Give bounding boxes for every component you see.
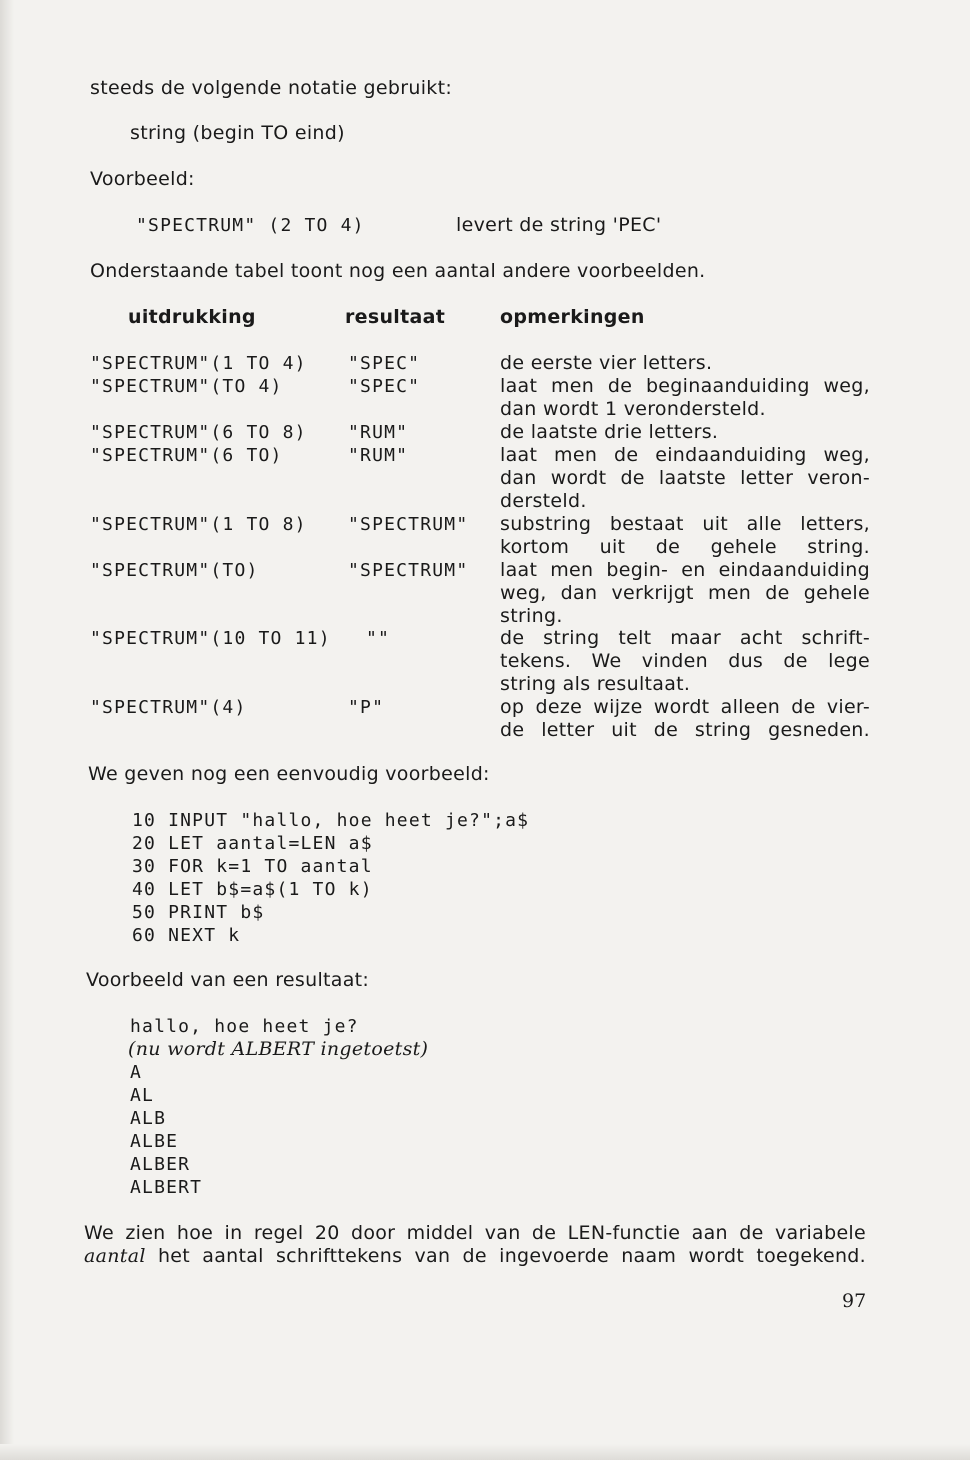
row-expr: "SPECTRUM"(1 TO 8) — [90, 514, 307, 535]
output-prompt: hallo, hoe heet je? — [130, 1016, 359, 1037]
example-result: levert de string 'PEC' — [456, 214, 662, 236]
output-line: ALBER — [130, 1154, 191, 1175]
page-edge-bottom — [0, 1444, 970, 1460]
row-expr: "SPECTRUM"(TO 4) — [90, 376, 283, 397]
remark-line: string. — [500, 605, 563, 627]
page-edge-left — [0, 0, 14, 1460]
intro-line: steeds de volgende notatie gebruikt: — [90, 77, 453, 99]
closing-line-2 — [84, 1245, 866, 1268]
header-resultaat: resultaat — [345, 306, 446, 328]
closing-italic-word: aantal — [84, 1245, 146, 1267]
remark-line: de string telt maar acht schrift- — [500, 627, 870, 649]
remark-line: kortom uit de gehele string. — [500, 536, 870, 558]
output-note: (nu wordt ALBERT ingetoetst) — [128, 1038, 429, 1060]
row-expr: "SPECTRUM"(6 TO) — [90, 445, 283, 466]
header-opmerkingen: opmerkingen — [500, 306, 645, 328]
row-result: "RUM" — [348, 445, 409, 466]
remark-line: dersteld. — [500, 490, 587, 512]
output-line: AL — [130, 1085, 155, 1106]
result-intro: Voorbeeld van een resultaat: — [86, 969, 370, 991]
header-uitdrukking: uitdrukking — [128, 306, 256, 328]
remark-line: de eerste vier letters. — [500, 352, 713, 374]
row-remarks — [500, 513, 870, 559]
row-remarks — [500, 627, 870, 696]
example-code: "SPECTRUM" (2 TO 4) — [136, 215, 365, 236]
notation: string (begin TO eind) — [130, 122, 345, 144]
row-expr: "SPECTRUM"(10 TO 11) — [90, 628, 331, 649]
program-line: 40 LET b$=a$(1 TO k) — [132, 879, 373, 900]
row-remarks — [500, 352, 870, 375]
row-remarks — [500, 559, 870, 628]
closing-line-1: We zien hoe in regel 20 door middel van de LEN-functie aan de variabele — [84, 1222, 866, 1244]
remark-line: substring bestaat uit alle letters, — [500, 513, 870, 535]
row-result: "" — [366, 628, 391, 649]
row-result: "SPECTRUM" — [348, 514, 469, 535]
row-remarks — [500, 696, 870, 742]
row-result: "RUM" — [348, 422, 409, 443]
remark-line: laat men de eindaanduiding weg, — [500, 444, 870, 466]
program-line: 50 PRINT b$ — [132, 902, 265, 923]
row-expr: "SPECTRUM"(6 TO 8) — [90, 422, 307, 443]
row-expr: "SPECTRUM"(1 TO 4) — [90, 353, 307, 374]
output-line: ALB — [130, 1108, 167, 1129]
remark-line: laat men de beginaanduiding weg, — [500, 375, 870, 397]
remark-line: weg, dan verkrijgt men de gehele — [500, 582, 870, 604]
table-intro: Onderstaande tabel toont nog een aantal andere voorbeelden. — [90, 260, 706, 282]
program-line: 30 FOR k=1 TO aantal — [132, 856, 373, 877]
program-line: 10 INPUT "hallo, hoe heet je?";a$ — [132, 810, 530, 831]
closing-rest: het aantal schrifttekens van de ingevoerde naam wordt toegekend. — [145, 1245, 866, 1267]
row-expr: "SPECTRUM"(TO) — [90, 560, 259, 581]
row-remarks — [500, 444, 870, 513]
page-number: 97 — [842, 1290, 867, 1312]
row-result: "SPECTRUM" — [348, 560, 469, 581]
row-result: "P" — [348, 697, 385, 718]
remark-line: tekens. We vinden dus de lege — [500, 650, 870, 672]
row-result: "SPEC" — [348, 376, 421, 397]
remark-line: dan wordt de laatste letter veron- — [500, 467, 870, 489]
row-result: "SPEC" — [348, 353, 421, 374]
output-line: ALBE — [130, 1131, 179, 1152]
remark-line: de letter uit de string gesneden. — [500, 719, 870, 741]
program-intro: We geven nog een eenvoudig voorbeeld: — [88, 763, 490, 785]
row-expr: "SPECTRUM"(4) — [90, 697, 247, 718]
remark-line: de laatste drie letters. — [500, 421, 719, 443]
row-remarks — [500, 375, 870, 421]
remark-line: op deze wijze wordt alleen de vier- — [500, 696, 870, 718]
output-line: ALBERT — [130, 1177, 203, 1198]
row-remarks — [500, 421, 870, 444]
remark-line: dan wordt 1 verondersteld. — [500, 398, 766, 420]
voorbeeld-label: Voorbeeld: — [90, 168, 195, 190]
program-line: 60 NEXT k — [132, 925, 241, 946]
program-line: 20 LET aantal=LEN a$ — [132, 833, 373, 854]
output-line: A — [130, 1062, 143, 1083]
remark-line: laat men begin- en eindaanduiding — [500, 559, 870, 581]
remark-line: string als resultaat. — [500, 673, 691, 695]
